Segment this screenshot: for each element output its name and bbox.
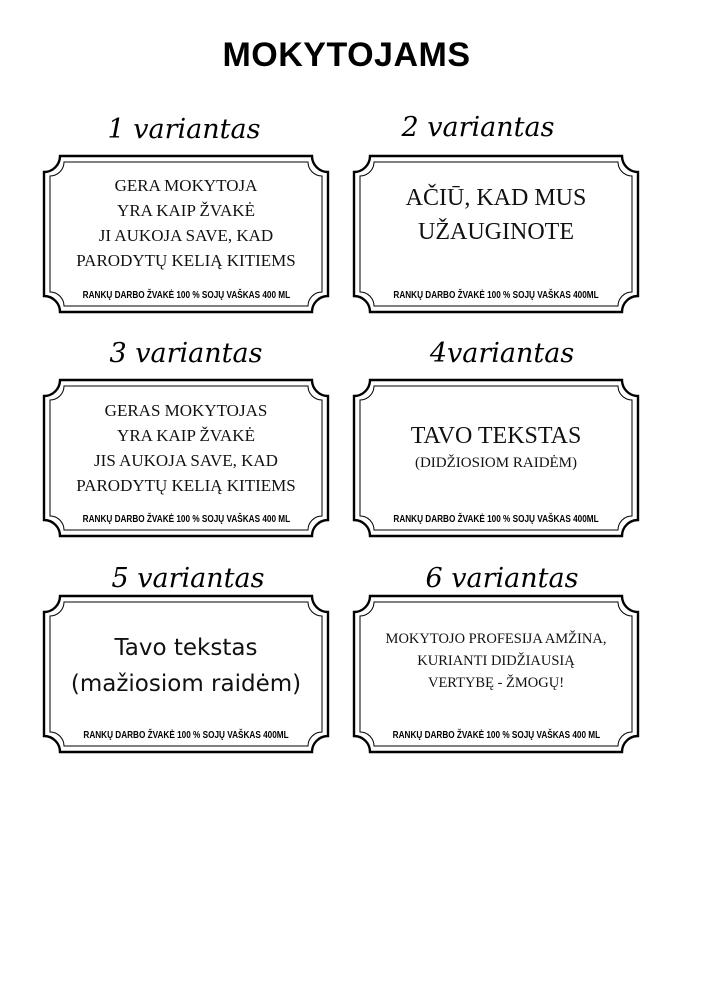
label-footer: RANKŲ DARBO ŽVAKĖ 100 % SOJŲ VAŠKAS 400 ML xyxy=(392,730,601,741)
label-line: (DIDŽIOSIOM RAIDĖM) xyxy=(414,455,578,471)
label-line: UŽAUGINOTE xyxy=(418,219,574,245)
variant-3-title: 3 variantas xyxy=(109,338,263,369)
label-variant-4 xyxy=(352,378,640,538)
variant-5-title: 5 variantas xyxy=(111,563,265,594)
label-line: TAVO TEKSTAS xyxy=(410,423,582,449)
variant-4-title: 4variantas xyxy=(429,338,575,369)
label-line: PARODYTŲ KELIĄ KITIEMS xyxy=(76,251,296,270)
label-footer: RANKŲ DARBO ŽVAKĖ 100 % SOJŲ VAŠKAS 400 ML xyxy=(82,290,291,301)
label-footer: RANKŲ DARBO ŽVAKĖ 100 % SOJŲ VAŠKAS 400ML xyxy=(83,730,289,741)
variant-2-title: 2 variantas xyxy=(401,112,555,143)
label-text xyxy=(60,398,312,498)
label-text xyxy=(362,628,630,694)
label-line: AČIŪ, KAD MUS xyxy=(405,185,587,211)
label-variant-1 xyxy=(42,154,330,314)
label-variant-5 xyxy=(42,594,330,754)
label-variant-6 xyxy=(352,594,640,754)
label-line: MOKYTOJO PROFESIJA AMŽINA, xyxy=(385,631,607,647)
page-title: MOKYTOJAMS xyxy=(222,36,471,74)
label-line: PARODYTŲ KELIĄ KITIEMS xyxy=(76,476,296,495)
label-line: YRA KAIP ŽVAKĖ xyxy=(117,426,255,445)
label-footer: RANKŲ DARBO ŽVAKĖ 100 % SOJŲ VAŠKAS 400 ML xyxy=(82,514,291,525)
variant-6-title: 6 variantas xyxy=(425,563,579,594)
label-variant-3 xyxy=(42,378,330,538)
label-variant-2 xyxy=(352,154,640,314)
label-line: JIS AUKOJA SAVE, KAD xyxy=(94,451,278,470)
label-line: JI AUKOJA SAVE, KAD xyxy=(98,226,274,245)
label-text xyxy=(60,173,312,273)
label-text xyxy=(60,630,312,702)
label-text xyxy=(370,420,622,474)
label-line: GERA MOKYTOJA xyxy=(114,176,258,195)
label-footer: RANKŲ DARBO ŽVAKĖ 100 % SOJŲ VAŠKAS 400ML xyxy=(393,514,599,525)
label-footer: RANKŲ DARBO ŽVAKĖ 100 % SOJŲ VAŠKAS 400ML xyxy=(393,290,599,301)
variant-1-title: 1 variantas xyxy=(107,114,261,145)
label-line: (mažiosiom raidėm) xyxy=(70,671,302,697)
label-line: GERAS MOKYTOJAS xyxy=(104,401,268,420)
label-text xyxy=(370,181,622,249)
label-line: YRA KAIP ŽVAKĖ xyxy=(117,201,255,220)
label-line: KURIANTI DIDŽIAUSIĄ xyxy=(417,653,575,669)
label-line: VERTYBĘ - ŽMOGŲ! xyxy=(427,675,565,691)
label-line: Tavo tekstas xyxy=(114,635,258,661)
